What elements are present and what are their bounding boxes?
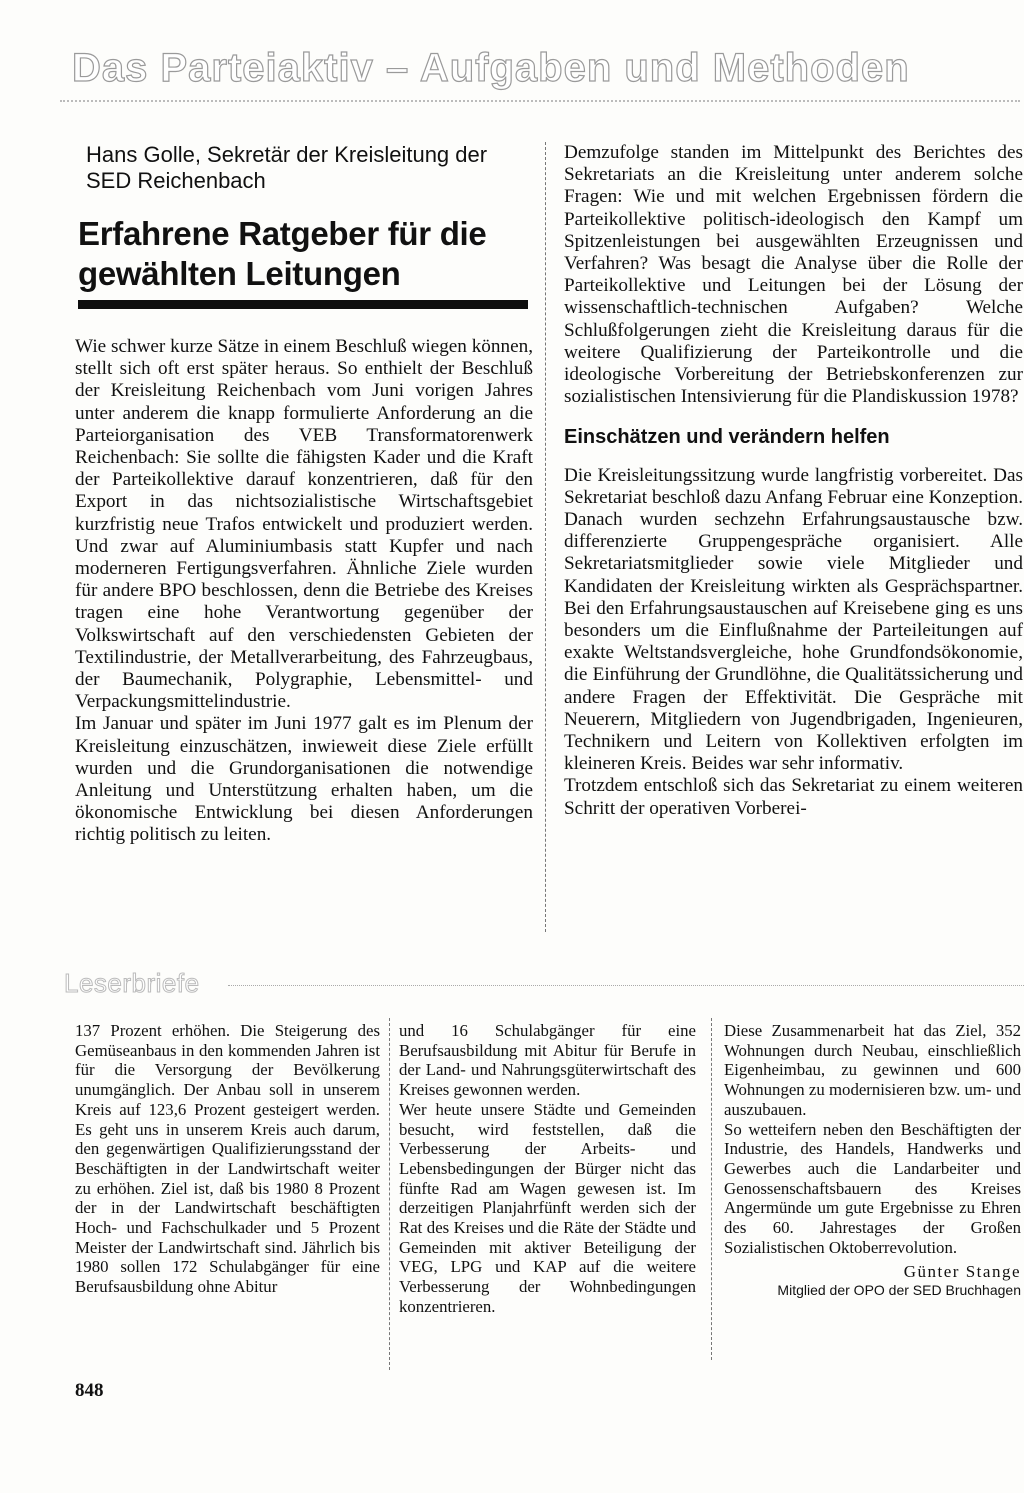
article-paragraph: Demzufolge standen im Mittelpunkt des Berichtes des Sekretariats an die Kreisleitung unter anderem solche Fragen: Wie und mit welchen Ergebnissen fördern die Parteikollektive politisch-ideologisch den Kampf um Spitzenleistungen bei ausgewählten Erzeugnissen und Verfahren? Was besagt die Analyse über die Rolle der Parteikollektive und Leitungen bei der Lösung der wissenschaftlich-technischen Aufgaben? Welche Schlußfolgerungen zieht die Kreisleitung daraus für die weitere Qualifizierung der Parteikontrolle und die ideologische Vorbereitung der Betriebskonferenzen zur sozialistischen Intensivierung für die Plandiskussion 1978? (564, 142, 1023, 408)
letter-column-2 (399, 1021, 696, 1317)
headline-rule (78, 300, 528, 309)
article-headline: Erfahrene Ratgeber für die gewählten Leitungen (78, 215, 487, 292)
article-right-column (564, 142, 1023, 820)
letter-author-role: Mitglied der OPO der SED Bruchhagen (777, 1282, 1021, 1299)
letter-author: Günter Stange (903, 1262, 1021, 1282)
section-header-rule (60, 100, 1020, 102)
letter-column-divider (711, 1018, 712, 1360)
letter-column-divider (389, 1018, 390, 1370)
letter-column-1: 137 Prozent erhöhen. Die Steigerung des Gemüseanbaus in den kommenden Jahren ist für die Versorgung der Bevölkerung unumgänglich. Der Anbau soll in unserem Kreis auf 123,6 Prozent gesteigert werden. Es geht uns in unserem Kreis auch darum, den gegenwärtigen Qualifizierungsstand der Beschäftigten in der Landwirtschaft weiter zu erhöhen. Ziel ist, daß bis 1980 8 Prozent der in der Landwirtschaft beschäftigten Hoch- und Fachschulkader und 5 Prozent Meister der Landwirtschaft sind. Jährlich bis 1980 sollen 172 Schulabgänger für eine Berufsausbildung ohne Abitur (75, 1021, 380, 1297)
article-paragraph: Wie schwer kurze Sätze in einem Beschluß wiegen können, stellt sich oft erst später heraus. So enthielt der Beschluß der Kreisleitung Reichenbach vom Juni vorigen Jahres unter anderem die knapp formulierte Anforderung an die Parteiorganisation des VEB Transformatorenwerk Reichenbach: Sie sollte die fähigsten Kader und die Kraft der Parteikollektive darauf konzentrieren, daß für den Export in das nichtsozialistische Wirtschaftsgebiet kurzfristig neue Trafos entwickelt und produziert werden. Und zwar auf Aluminiumbasis statt Kupfer und nach moderneren Fertigungsverfahren. Ähnliche Ziele wurden für andere BPO beschlossen, denn die Betriebe des Kreises tragen eine hohe Verantwortung gegenüber der Volkswirtschaft auf den verschiedensten Gebieten der Textilindustrie, der Metallverarbeitung, des Fahrzeugbaus, der Baumechanik, Polygraphie, Lebensmittel- und Verpackungsmittelindustrie. (75, 336, 533, 713)
article-paragraph: Trotzdem entschloß sich das Sekretariat zu einem weiteren Schritt der operativen Vorberei- (564, 775, 1023, 819)
article-paragraph: Im Januar und später im Juni 1977 galt es im Plenum der Kreisleitung einzuschätzen, inwieweit diese Ziele erfüllt wurden und die Grundorganisationen die notwendige Anleitung und Unterstützung erhalten haben, um die ökonomische Entwicklung bei diesen Anforderungen richtig politisch zu leiten. (75, 713, 533, 846)
letter-paragraph: Diese Zusammenarbeit hat das Ziel, 352 Wohnungen durch Neubau, einschließlich Eigenheimbau, zu gewinnen und 600 Wohnungen zu modernisieren bzw. um- und auszubauen. (724, 1021, 1021, 1119)
article-byline: Hans Golle, Sekretär der Kreisleitung der SED Reichenbach (86, 142, 488, 193)
letter-column-3 (724, 1021, 1021, 1299)
letter-paragraph: und 16 Schulabgänger für eine Berufsausbildung mit Abitur für Berufe in der Land- und Nahrungsgüterwirtschaft des Kreises gewonnen werden. (399, 1021, 696, 1100)
article-subheading: Einschätzen und verändern helfen (564, 426, 890, 449)
section-header: Das Parteiaktiv – Aufgaben und Methoden (72, 46, 910, 90)
letters-header-rule (228, 985, 1024, 986)
letter-paragraph: Wer heute unsere Städte und Gemeinden besucht, wird feststellen, daß die Verbesserung der Arbeits- und Lebensbedingungen der Bürger nicht das fünfte Rad am Wagen gewesen ist. Im derzeitigen Planjahrfünft werden sich der Rat des Kreises und die Räte der Städte und Gemeinden mit aktiver Beteiligung der VEG, LPG und KAP auf die weitere Verbesserung der Wohnbedingungen konzentrieren. (399, 1099, 696, 1316)
letter-paragraph: So wetteifern neben den Beschäftigten der Industrie, des Handels, Handwerks und Gewerbes auch die Landarbeiter und Genossenschaftsbauern des Kreises Angermünde um gute Ergebnisse zu Ehren des 60. Jahrestages der Großen Sozialistischen Oktoberrevolution. (724, 1119, 1021, 1257)
page-number: 848 (75, 1380, 104, 1401)
column-divider (545, 142, 546, 932)
article-left-column (75, 336, 533, 847)
letters-section-header: Leserbriefe (64, 968, 200, 998)
article-paragraph: Die Kreisleitungssitzung wurde langfristig vorbereitet. Das Sekretariat beschloß dazu Anfang Februar eine Konzeption. Danach wurden sechzehn Erfahrungsaustausche bzw. differenzierte Gruppengespräche organisiert. Alle Sekretariatsmitglieder sowie viele Mitglieder und Kandidaten der Kreisleitung wirkten als Gesprächspartner. Bei den Erfahrungsaustauschen auf Kreisebene ging es uns besonders um die Einflußnahme der Parteileitungen auf exakte Weltstandsvergleiche, hohe Grundfondsökonomie, die Einführung der Grundlöhne, die Qualitätssicherung und andere Fragen der Effektivität. Die Gespräche mit Neuerern, Mitgliedern von Jugendbrigaden, Ingenieuren, Technikern und Leitern von Kollektiven erfolgten im kleineren Kreis. Beides war sehr informativ. (564, 464, 1023, 775)
